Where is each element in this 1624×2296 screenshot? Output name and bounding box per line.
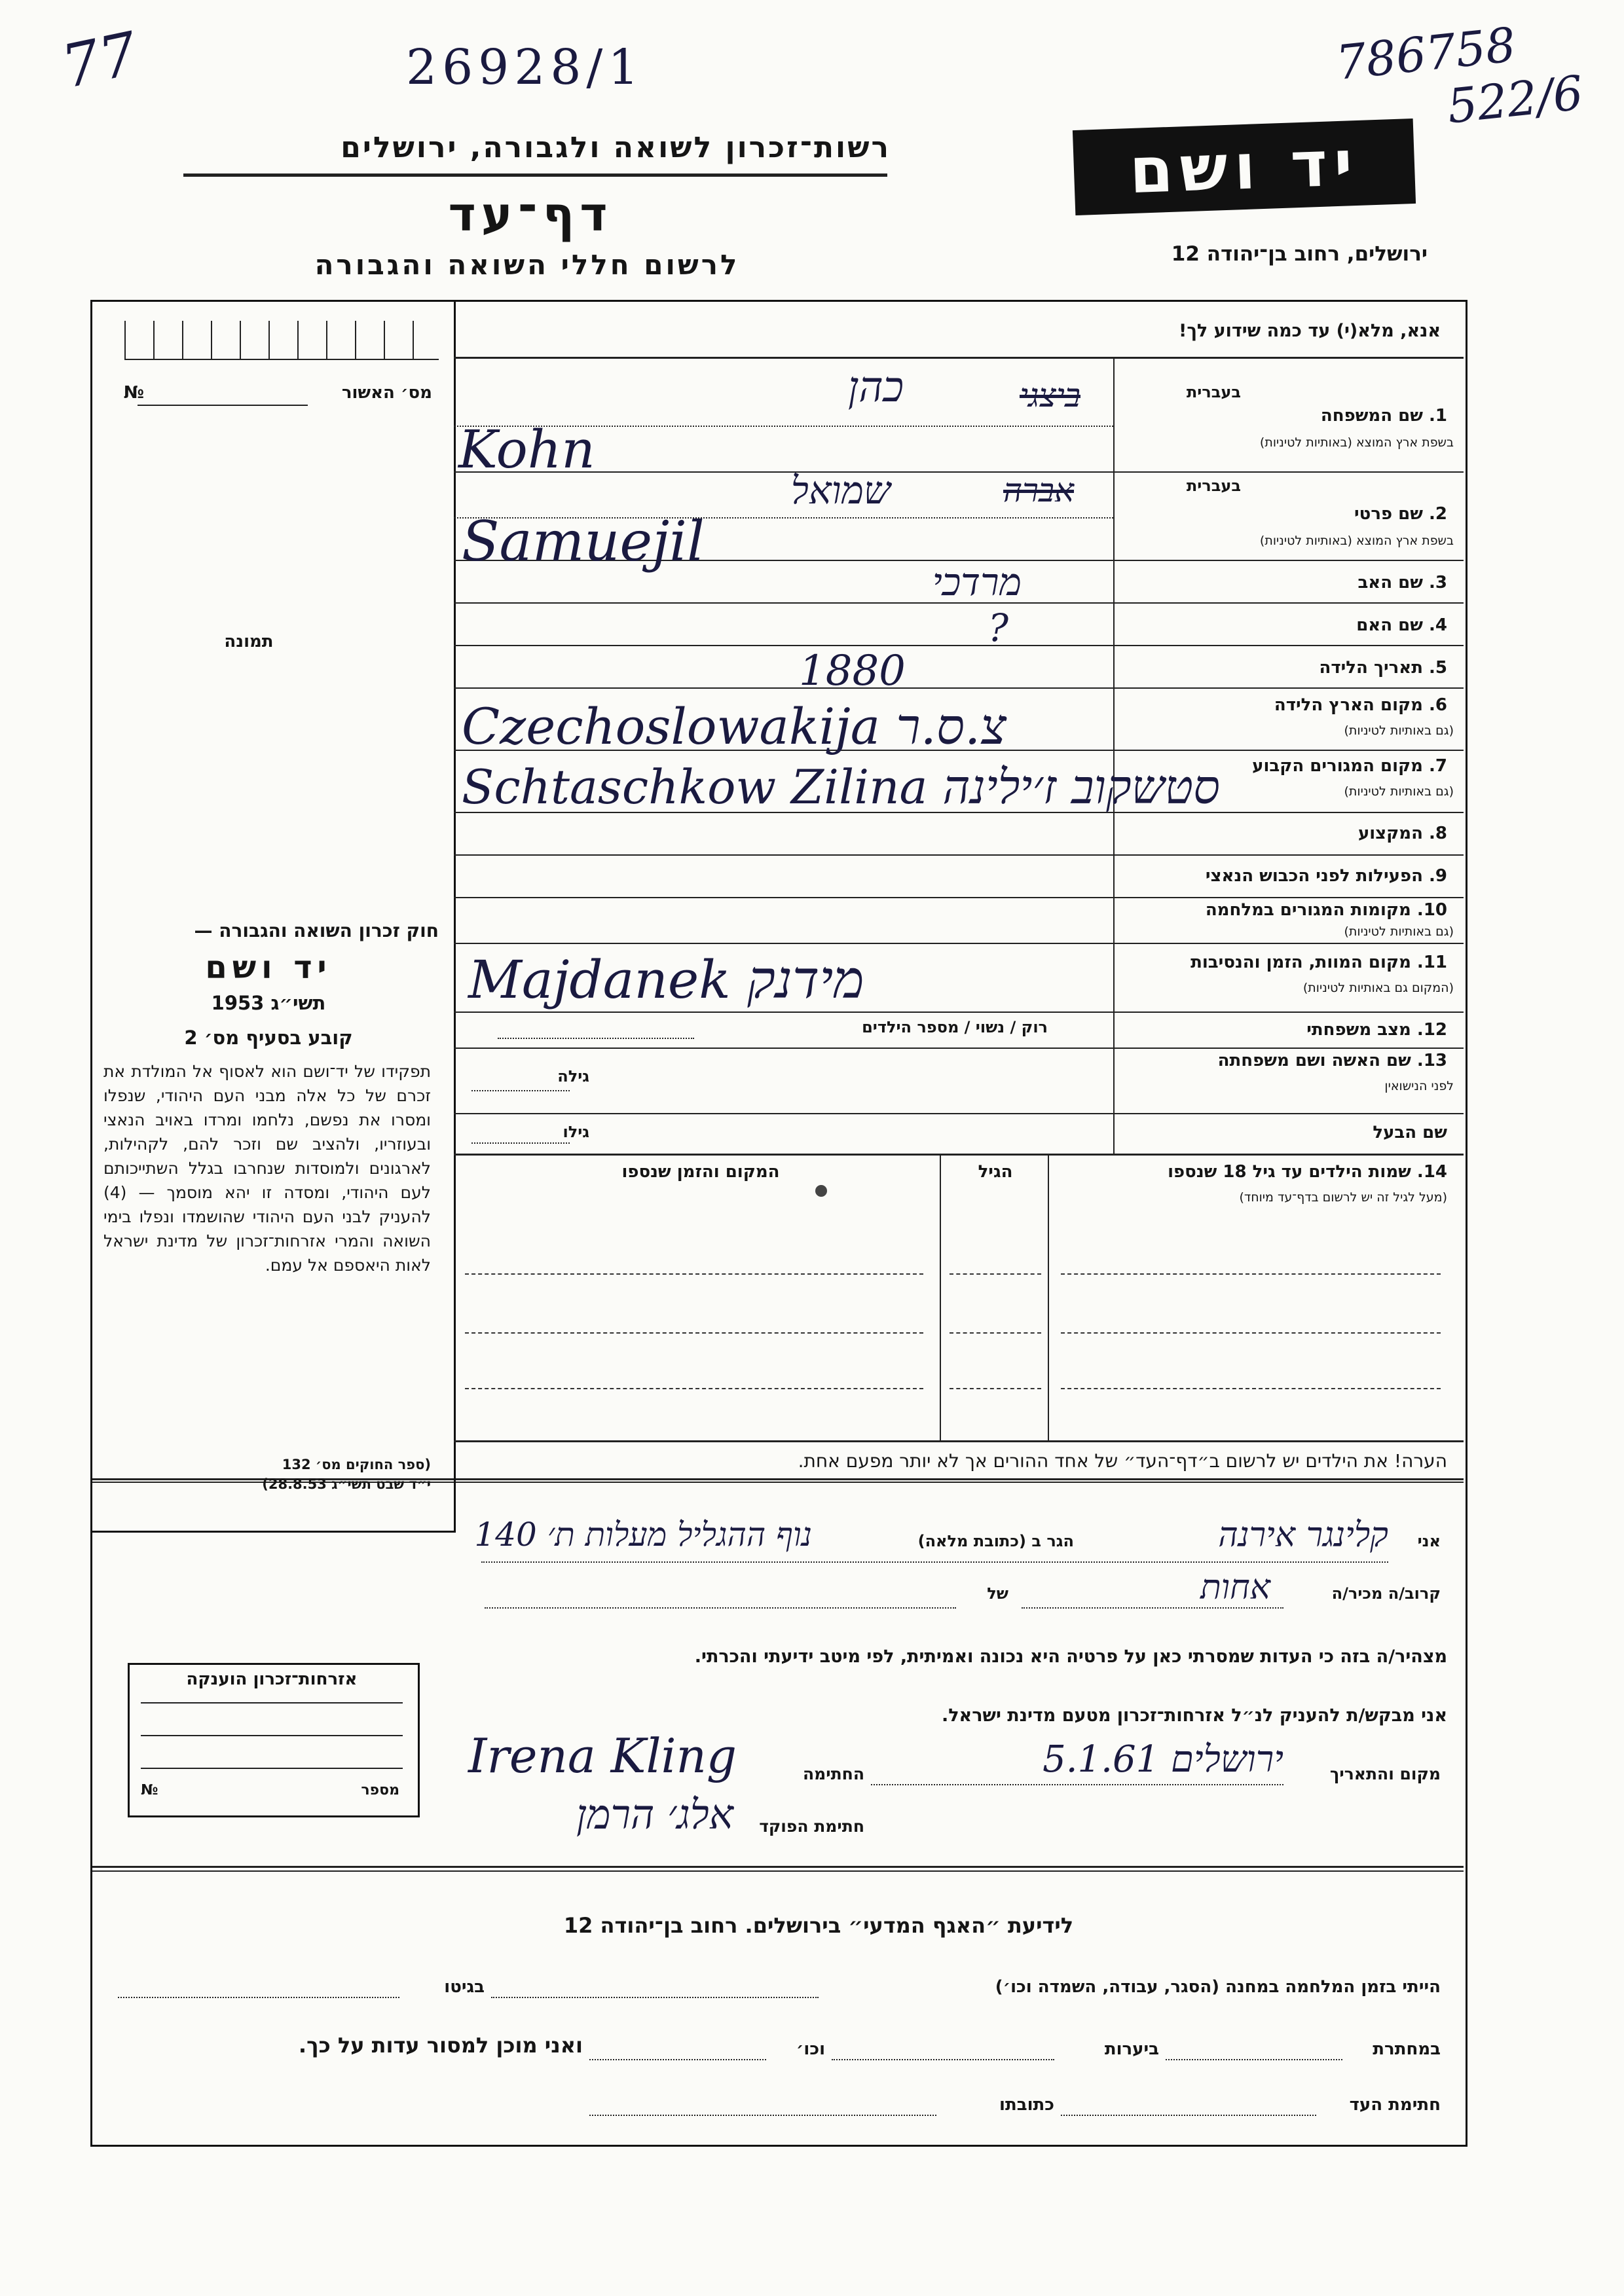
footer-camp-label: הייתי בזמן המלחמה במחנה (הסגר, עבודה, השמדה וכו׳) xyxy=(995,1977,1441,1997)
father-name: מרדכי xyxy=(932,560,1022,604)
residence: Schtaschkow Zilina סטשקוב ז׳ילינה xyxy=(462,759,1221,814)
field-10-sub: (גם באותיות לטיניות) xyxy=(1344,924,1454,939)
field-4-label: 4. שם האם xyxy=(1356,615,1447,635)
memorial-box-number-sign: № xyxy=(141,1782,158,1798)
yad-vashem-logo xyxy=(1073,118,1416,215)
logo-text: יד ושם xyxy=(1128,126,1361,208)
husband-name-label: שם הבעל xyxy=(1373,1123,1447,1142)
field-2-label: 2. שם פרטי xyxy=(1354,504,1447,524)
field-3-label: 3. שם האב xyxy=(1357,573,1447,592)
children-table-label: 14. שמות הילדים עד גיל 18 שנספו xyxy=(1168,1162,1447,1182)
field-11-label: 11. מקום המוות, הזמן והנסיבות xyxy=(1190,953,1447,972)
place-date-label: מקום והתאריך xyxy=(1329,1764,1441,1783)
family-name-struck: ביצגי xyxy=(1019,376,1080,414)
law-source-date: י״ד שבט תשי״ג 28.8.53) xyxy=(262,1476,431,1492)
declarant-i-label: אני xyxy=(1417,1532,1441,1550)
field-6-sub: (גם באותיות לטיניות) xyxy=(1344,723,1454,738)
institution-name: רשות־זכרון לשואה ולגבורה, ירושלים xyxy=(341,131,891,164)
field-6-label: 6. מקום הארץ הלידה xyxy=(1274,695,1447,715)
address: ירושלים, רחוב בן־יהודה 12 xyxy=(1171,242,1428,266)
field-2-sub: בשפת ארץ המוצא (באותיות לטיניות) xyxy=(1259,534,1454,548)
law-source: (ספר החוקים מס׳ 132 xyxy=(282,1457,431,1472)
field-1-sub: בשפת ארץ המוצא (באותיות לטיניות) xyxy=(1259,435,1454,450)
field-8-label: 8. המקצוע xyxy=(1357,824,1447,843)
field-11-sub: (המקום גם באותיות לטיניות) xyxy=(1302,981,1454,995)
officer-signature: אלג׳ הרמן xyxy=(576,1791,733,1838)
law-text: תפקידו של יד־ושם הוא לאסוף אל המולדת את זכרם של כל אלה מבני העם היהודי, שנפלו ומסרו את נפשם, נלחמו ומרדו באויב הנאצי ובעוזריו, ולהציב שם וזכר להם, לקהילות, לארגונים ולמוסדות שנחרבו בגלל השתייכותם לעם היהודי, ומסדה זו יהא מוסמך — (4) להעניק לבני העם היהודי שהושמדו ונפלו בימי השואה והמרי אזרחות־זכרון של מדינת ישראל לאות היאספם אל עמם. xyxy=(103,1062,431,1275)
family-name-hebrew: כהן xyxy=(847,363,904,412)
field-1-hebrew-tag: בעברית xyxy=(1186,383,1241,401)
wife-name-label: גילה xyxy=(557,1067,589,1085)
footer-etc-label: וכו׳ xyxy=(796,2039,825,2059)
signature-label: החתימה xyxy=(802,1764,864,1783)
memorial-box-number-label: מספר xyxy=(361,1782,399,1798)
birth-date: 1880 xyxy=(799,647,906,695)
hole-punch-mark xyxy=(815,1185,827,1197)
family-status-options: רוק / נשוי / מספר הילדים xyxy=(862,1018,1048,1036)
law-title: חוק זכרון השואה והגבורה — xyxy=(194,920,439,941)
given-name-struck: אברה xyxy=(1003,471,1074,509)
approval-label: מס׳ האשור xyxy=(341,383,432,403)
footer-witness-signature-label: חתימת העד xyxy=(1349,2095,1441,2115)
children-note: הערה! את הילדים יש לרשום ב״דף־העד״ של אחד ההורים אך לא יותר מפעם אחת. xyxy=(798,1450,1447,1472)
field-1-label: 1. שם המשפחה xyxy=(1320,406,1447,426)
field-2-hebrew-tag: בעברית xyxy=(1186,477,1241,495)
field-12-label: 12. מצב משפחתי xyxy=(1306,1020,1447,1040)
field-9-label: 9. הפעילות לפני הכבוש הנאצי xyxy=(1205,866,1447,886)
declarant-name: קלינגר אירנה xyxy=(1218,1516,1388,1555)
footer-forests-label: ביערות xyxy=(1104,2039,1159,2059)
declarant-signature: Irena Kling xyxy=(468,1728,737,1783)
footer-witness-address-label: כתובתו xyxy=(999,2095,1054,2115)
affirmation: מצהיר/ה בזה כי העדות שמסרתי כאן על פרטיה היא נכונה ואמיתית, לפי מיטב ידיעתי והכרתי. xyxy=(694,1647,1447,1667)
field-5-label: 5. תאריך הלידה xyxy=(1319,658,1447,678)
children-col-place: המקום והזמן שנספו xyxy=(621,1162,780,1182)
given-name-latin: Samuejil xyxy=(462,509,705,574)
children-table-sub: (מעל לגיל זה יש לרשום בדף־עד מיוחד) xyxy=(1239,1190,1447,1205)
reference-number: 786758 xyxy=(1333,16,1519,91)
declarant-address-label: הגר ב (כתובת מלאה) xyxy=(917,1532,1074,1550)
footer-testify-statement: ואני מוכן למסור עדות על כך. xyxy=(298,2033,583,2058)
officer-signature-label: חתימת הפוקד xyxy=(759,1817,864,1836)
relation-value: אחות xyxy=(1200,1568,1270,1607)
law-year: תשי״ג 1953 xyxy=(211,992,326,1014)
of-label: של xyxy=(987,1584,1008,1603)
declarant-address: נוף ההגליל מעלות ת׳ 140 xyxy=(474,1516,812,1554)
footer-heading: לידיעת ״האגף המדעי״ בירושלים. רחוב בן־יהודה 12 xyxy=(563,1913,1074,1938)
mother-name: ? xyxy=(987,606,1008,650)
children-col-age: הגיל xyxy=(978,1162,1013,1182)
form-title: דף־עד xyxy=(448,187,613,242)
field-10-label: 10. מקומות המגורים במלחמה xyxy=(1205,900,1447,920)
footer-underground-label: במחתרת xyxy=(1373,2039,1441,2059)
fill-instruction: אנא, מלא(י) עד כמה שידוע לך! xyxy=(1179,321,1441,341)
place-date-value: ירושלים 5.1.61 xyxy=(1043,1738,1283,1781)
archive-number: 26928/1 xyxy=(406,39,644,96)
given-name-hebrew: שמואל xyxy=(790,468,891,513)
family-name-latin: Kohn xyxy=(458,419,595,480)
approval-number-ticks xyxy=(124,321,439,360)
memorial-request: אני מבקש/ת להעניק לנ״ל אזרחות־זכרון מטעם מדינת ישראל. xyxy=(941,1705,1447,1726)
field-7-sub: (גם באותיות לטיניות) xyxy=(1344,784,1454,799)
husband-name-sub: גילו xyxy=(563,1123,589,1141)
field-7-label: 7. מקום המגורים הקבוע xyxy=(1252,756,1447,776)
relation-label: קרוב/ה מכיר/ה xyxy=(1331,1584,1441,1603)
field-13-sub: לפני הנישואין xyxy=(1384,1079,1454,1093)
death-place: Majdanek מידנק xyxy=(468,949,864,1010)
footer-ghetto-label: בגיטו xyxy=(444,1977,485,1997)
field-13-label: 13. שם האשה ושם משפחתה xyxy=(1217,1051,1447,1070)
birth-place: Czechoslowakija צ.ס.ר xyxy=(462,697,1006,756)
reference-number-2: 522/6 xyxy=(1445,65,1586,134)
corner-initials: 77 xyxy=(56,19,144,102)
law-clause: קובע בסעיף מס׳ 2 xyxy=(184,1027,353,1049)
memorial-box-title: אזרחות־זכרון הוענקה xyxy=(186,1669,358,1689)
law-name: יד ושם xyxy=(205,949,332,986)
form-subtitle: לרשום חללי השואה והגבורה xyxy=(314,249,740,281)
photo-label: תמונה xyxy=(224,632,274,651)
approval-number-sign: № xyxy=(123,383,144,403)
